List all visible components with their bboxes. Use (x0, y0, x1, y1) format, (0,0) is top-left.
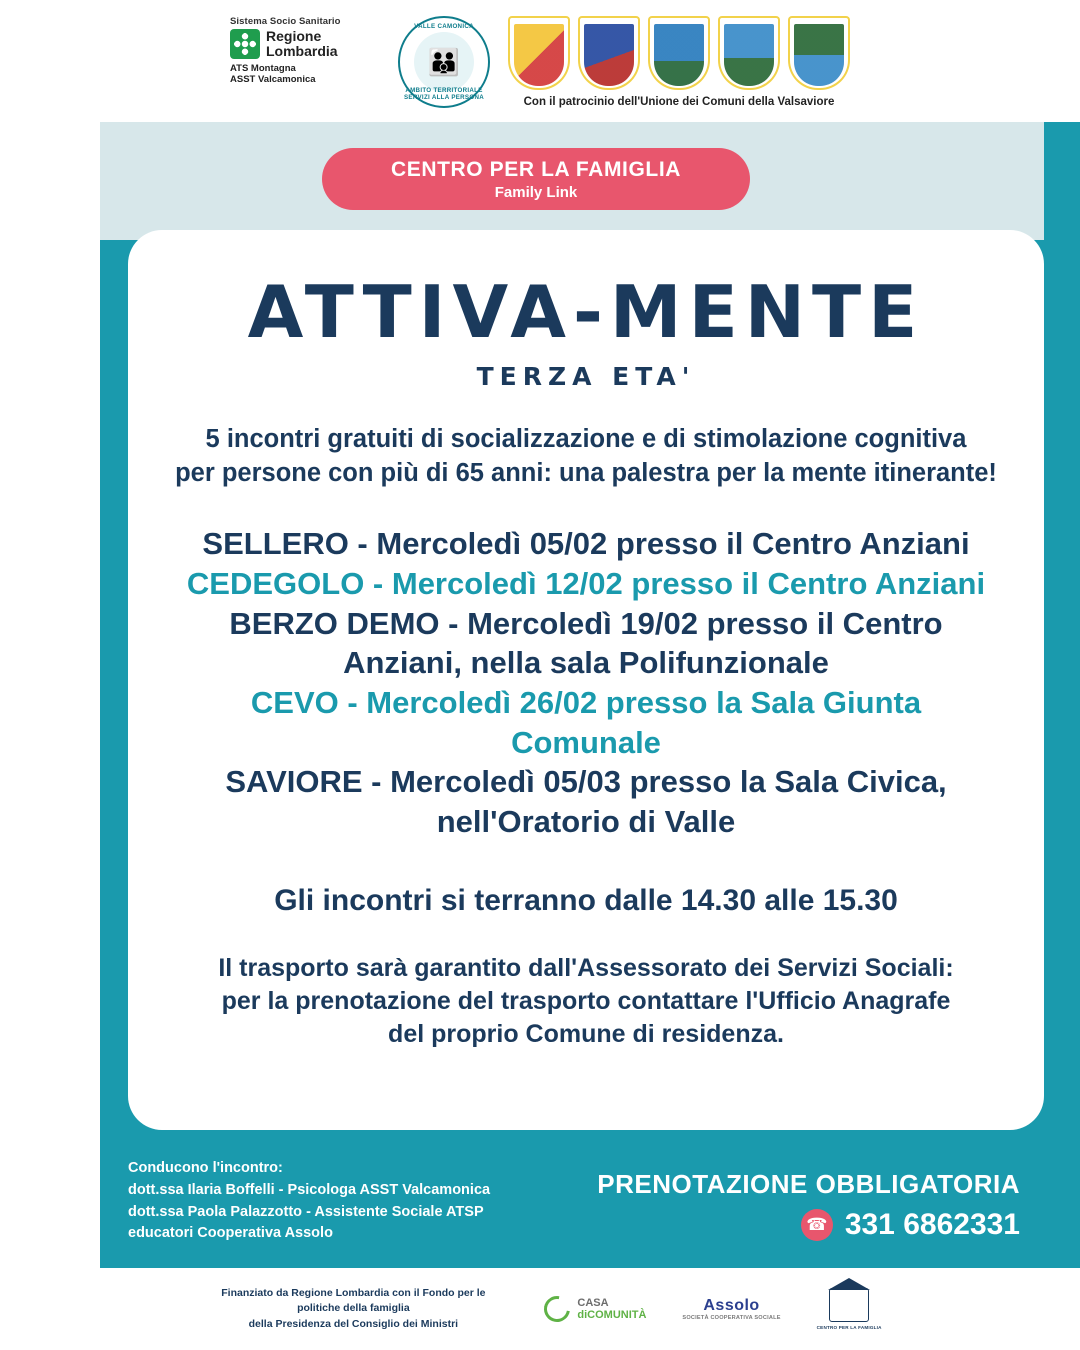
casa-di-comunita-logo (544, 1296, 646, 1322)
centro-famiglia-logo (817, 1288, 882, 1330)
footer-strip (0, 1268, 1080, 1350)
session-line: nell'Oratorio di Valle (436, 804, 736, 840)
funding-note (198, 1286, 508, 1332)
circle-logo-bottom-text: AMBITO TERRITORIALE SERVIZI ALLA PERSONA (403, 87, 485, 101)
casa-logo-line-2: diCOMUNITÀ (577, 1309, 647, 1321)
badge-subtitle: Family Link (494, 183, 578, 201)
assolo-logo (682, 1297, 780, 1321)
transport-line-2: per la prenotazione del trasporto contattare l'Ufficio Anagrafe (221, 986, 951, 1015)
badge-title: CENTRO PER LA FAMIGLIA (390, 157, 682, 181)
booking-title: PRENOTAZIONE OBBLIGATORIA (597, 1169, 1020, 1199)
credits-line-1: Conducono l'incontro: (128, 1160, 283, 1176)
credits-line-4: educatori Cooperativa Assolo (128, 1225, 333, 1242)
credits-block (128, 1158, 490, 1245)
lombardia-rose-icon (230, 29, 260, 59)
centro-famiglia-badge (322, 148, 750, 210)
casa-logo-line-1: CASA (577, 1296, 609, 1309)
comuni-crests-group (508, 16, 850, 108)
asst-valcamonica-label: ASST Valcamonica (230, 73, 316, 85)
session-line: Anziani, nella sala Polifunzionale (343, 645, 829, 681)
transport-note (162, 952, 1010, 1051)
session-line: SELLERO - Mercoledì 05/02 presso il Centro Anziani (202, 526, 970, 562)
assolo-name: Assolo (703, 1297, 760, 1315)
intro-line-1: 5 incontri gratuiti di socializzazione e di stimolazione cognitiva (205, 425, 967, 453)
intro-line-2: per persone con più di 65 anni: una palestra per la mente itinerante! (175, 458, 997, 487)
valle-camonica-logo (398, 16, 490, 108)
funding-line-1: Finanziato da Regione Lombardia con il Fondo per le politiche della famiglia (221, 1287, 486, 1315)
time-note: Gli incontri si terranno dalle 14.30 alle 15.30 (274, 883, 898, 917)
comune-crest-icon (578, 16, 640, 90)
credits-line-3: dott.ssa Paola Palazzotto - Assistente Sociale ATSP (128, 1203, 484, 1220)
session-line: BERZO DEMO - Mercoledì 19/02 presso il Centro (229, 605, 943, 641)
comune-crest-icon (508, 16, 570, 90)
phone-icon: ☎ (801, 1209, 833, 1241)
booking-phone-number[interactable]: 331 6862331 (844, 1208, 1020, 1241)
header-logo-strip (0, 0, 1080, 122)
regione-logo-topline: Sistema Socio Sanitario (230, 16, 341, 27)
circle-logo-top-text: VALLE CAMONICA (414, 23, 474, 30)
crests-caption: Con il patrocinio dell'Unione dei Comuni della Valsaviore (523, 96, 835, 108)
session-line: Comunale (511, 724, 661, 760)
frame-notch-right (1044, 122, 1080, 240)
intro-text (162, 423, 1010, 490)
credits-line-2: dott.ssa Ilaria Boffelli - Psicologa ASST Valcamonica (128, 1181, 491, 1198)
regione-lombardia-logo (230, 16, 380, 86)
booking-block (597, 1169, 1020, 1242)
house-logo-text: CENTRO PER LA FAMIGLIA (816, 1325, 882, 1330)
funding-line-2: della Presidenza del Consiglio dei Ministri (248, 1317, 459, 1330)
comune-crest-icon (648, 16, 710, 90)
main-card (128, 230, 1044, 1130)
casa-ring-icon (539, 1291, 575, 1327)
transport-line-3: del proprio Comune di residenza. (388, 1019, 784, 1048)
session-line: SAVIORE - Mercoledì 05/03 presso la Sala Civica, (225, 764, 947, 800)
assolo-subtitle: SOCIETÀ COOPERATIVA SOCIALE (682, 1314, 781, 1321)
sessions-list (162, 524, 1010, 841)
family-figures-icon: 👪 (427, 47, 461, 77)
transport-line-1: Il trasporto sarà garantito dall'Assessorato dei Servizi Sociali: (218, 953, 954, 982)
session-line: CEDEGOLO - Mercoledì 12/02 presso il Centro Anziani (186, 565, 986, 601)
session-line: CEVO - Mercoledì 26/02 presso la Sala Giunta (250, 685, 922, 720)
page-title: ATTIVA-MENTE (247, 270, 925, 354)
page-subtitle: TERZA ETA' (476, 362, 696, 391)
ats-montagna-label: ATS Montagna (230, 63, 296, 74)
regione-logo-name1: Regione (266, 28, 322, 45)
comune-crest-icon (718, 16, 780, 90)
house-icon (829, 1288, 869, 1322)
regione-logo-name2: Lombardia (266, 43, 338, 59)
comune-crest-icon (788, 16, 850, 90)
